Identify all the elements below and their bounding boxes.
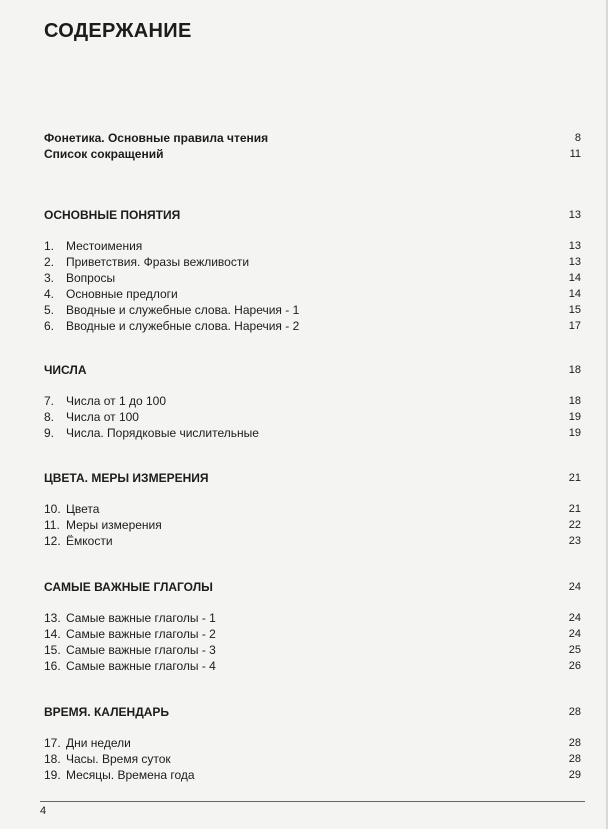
toc-entry[interactable] <box>44 751 581 767</box>
toc-entry-page: 26 <box>568 660 581 672</box>
section-page: 28 <box>568 706 581 718</box>
section-page: 24 <box>568 581 581 593</box>
toc-entry-label: Приветствия. Фразы вежливости <box>66 255 250 269</box>
toc-entry-label: Часы. Время суток <box>66 752 171 766</box>
toc-entry[interactable] <box>44 767 581 783</box>
toc-entry-label: Числа от 1 до 100 <box>66 394 166 408</box>
toc-entry[interactable] <box>44 146 581 162</box>
toc-entry-number: 17. <box>44 736 61 750</box>
toc-entry-page: 18 <box>568 395 581 407</box>
toc-entry[interactable] <box>44 286 581 302</box>
toc-entry-number: 14. <box>44 627 61 641</box>
toc-entry-number: 16. <box>44 659 61 673</box>
toc-entry[interactable] <box>44 254 581 270</box>
toc-entry[interactable] <box>44 318 581 334</box>
toc-entry-page: 21 <box>568 503 581 515</box>
toc-entry[interactable] <box>44 735 581 751</box>
toc-entry-number: 6. <box>44 319 55 333</box>
toc-entry-label: Фонетика. Основные правила чтения <box>44 131 269 145</box>
toc-entry-label: Вводные и служебные слова. Наречия - 2 <box>66 319 300 333</box>
toc-entry-number: 15. <box>44 643 61 657</box>
toc-entry-number: 10. <box>44 502 61 516</box>
section-heading[interactable] <box>44 470 581 486</box>
toc-entry-label: Числа от 100 <box>66 410 139 424</box>
section-page: 18 <box>568 364 581 376</box>
toc-entry-number: 2. <box>44 255 55 269</box>
toc-entry-label: Вопросы <box>66 271 116 285</box>
toc-entry-label: Самые важные глаголы - 3 <box>66 643 216 657</box>
section-page: 13 <box>568 209 581 221</box>
toc-entry-number: 9. <box>44 426 55 440</box>
section-heading[interactable] <box>44 579 581 595</box>
toc-entry-label: Основные предлоги <box>66 287 178 301</box>
section-title: ЦВЕТА. МЕРЫ ИЗМЕРЕНИЯ <box>44 471 209 485</box>
toc-entry-page: 28 <box>568 737 581 749</box>
section-title: САМЫЕ ВАЖНЫЕ ГЛАГОЛЫ <box>44 580 213 594</box>
toc-entry-page: 8 <box>574 132 581 144</box>
toc-entry-page: 15 <box>568 304 581 316</box>
toc-entry[interactable] <box>44 626 581 642</box>
toc-entry-label: Самые важные глаголы - 2 <box>66 627 216 641</box>
toc-entry-label: Вводные и служебные слова. Наречия - 1 <box>66 303 300 317</box>
toc-entry-label: Месяцы. Времена года <box>66 768 195 782</box>
toc-entry-page: 17 <box>568 320 581 332</box>
toc-entry-label: Числа. Порядковые числительные <box>66 426 259 440</box>
toc-entry[interactable] <box>44 302 581 318</box>
toc-entry-number: 12. <box>44 534 61 548</box>
toc-entry[interactable] <box>44 658 581 674</box>
toc-entry-page: 22 <box>568 519 581 531</box>
toc-entry-label: Список сокращений <box>44 147 164 161</box>
toc-entry-page: 25 <box>568 644 581 656</box>
toc-entry-page: 14 <box>568 272 581 284</box>
toc-entry[interactable] <box>44 393 581 409</box>
toc-entry-page: 19 <box>568 427 581 439</box>
toc-entry-page: 11 <box>569 148 581 160</box>
toc-entry-number: 8. <box>44 410 55 424</box>
toc-entry[interactable] <box>44 238 581 254</box>
toc-entry-page: 23 <box>568 535 581 547</box>
toc-entry-label: Самые важные глаголы - 4 <box>66 659 216 673</box>
toc-entry-number: 5. <box>44 303 55 317</box>
toc-entry[interactable] <box>44 409 581 425</box>
toc-entry-label: Цвета <box>66 502 100 516</box>
toc-entry[interactable] <box>44 533 581 549</box>
toc-entry-page: 29 <box>568 769 581 781</box>
toc-entry[interactable] <box>44 425 581 441</box>
toc-entry-number: 3. <box>44 271 55 285</box>
toc-entry-number: 11. <box>44 518 60 532</box>
toc-entry-page: 24 <box>568 612 581 624</box>
toc-entry-number: 1. <box>44 239 55 253</box>
toc-entry[interactable] <box>44 270 581 286</box>
toc-entry-label: Самые важные глаголы - 1 <box>66 611 216 625</box>
toc-entry[interactable] <box>44 610 581 626</box>
toc-entry[interactable] <box>44 642 581 658</box>
toc-entry-page: 19 <box>568 411 581 423</box>
toc-entry-label: Меры измерения <box>66 518 162 532</box>
section-title: ВРЕМЯ. КАЛЕНДАРЬ <box>44 705 170 719</box>
toc-entry-page: 28 <box>568 753 581 765</box>
toc-entry-page: 13 <box>568 240 581 252</box>
toc-entry-label: Ёмкости <box>66 534 113 548</box>
section-heading[interactable] <box>44 704 581 720</box>
toc-entry[interactable] <box>44 130 581 146</box>
section-page: 21 <box>568 472 581 484</box>
section-heading[interactable] <box>44 207 581 223</box>
toc-entry-number: 4. <box>44 287 55 301</box>
toc-entry-number: 19. <box>44 768 61 782</box>
section-heading[interactable] <box>44 362 581 378</box>
toc-entry-page: 14 <box>568 288 581 300</box>
toc-entry-number: 18. <box>44 752 61 766</box>
footer-divider <box>40 801 585 802</box>
toc-entry-number: 7. <box>44 394 55 408</box>
toc-entry-page: 13 <box>568 256 581 268</box>
section-title: ЧИСЛА <box>44 363 87 377</box>
section-title: ОСНОВНЫЕ ПОНЯТИЯ <box>44 208 181 222</box>
toc-entry-page: 24 <box>568 628 581 640</box>
page-title: СОДЕРЖАНИЕ <box>44 20 192 42</box>
toc-entry-label: Дни недели <box>66 736 131 750</box>
toc-entry-label: Местоимения <box>66 239 143 253</box>
toc-entry[interactable] <box>44 501 581 517</box>
footer-page-number: 4 <box>40 805 47 817</box>
toc-entry[interactable] <box>44 517 581 533</box>
toc-entry-number: 13. <box>44 611 61 625</box>
